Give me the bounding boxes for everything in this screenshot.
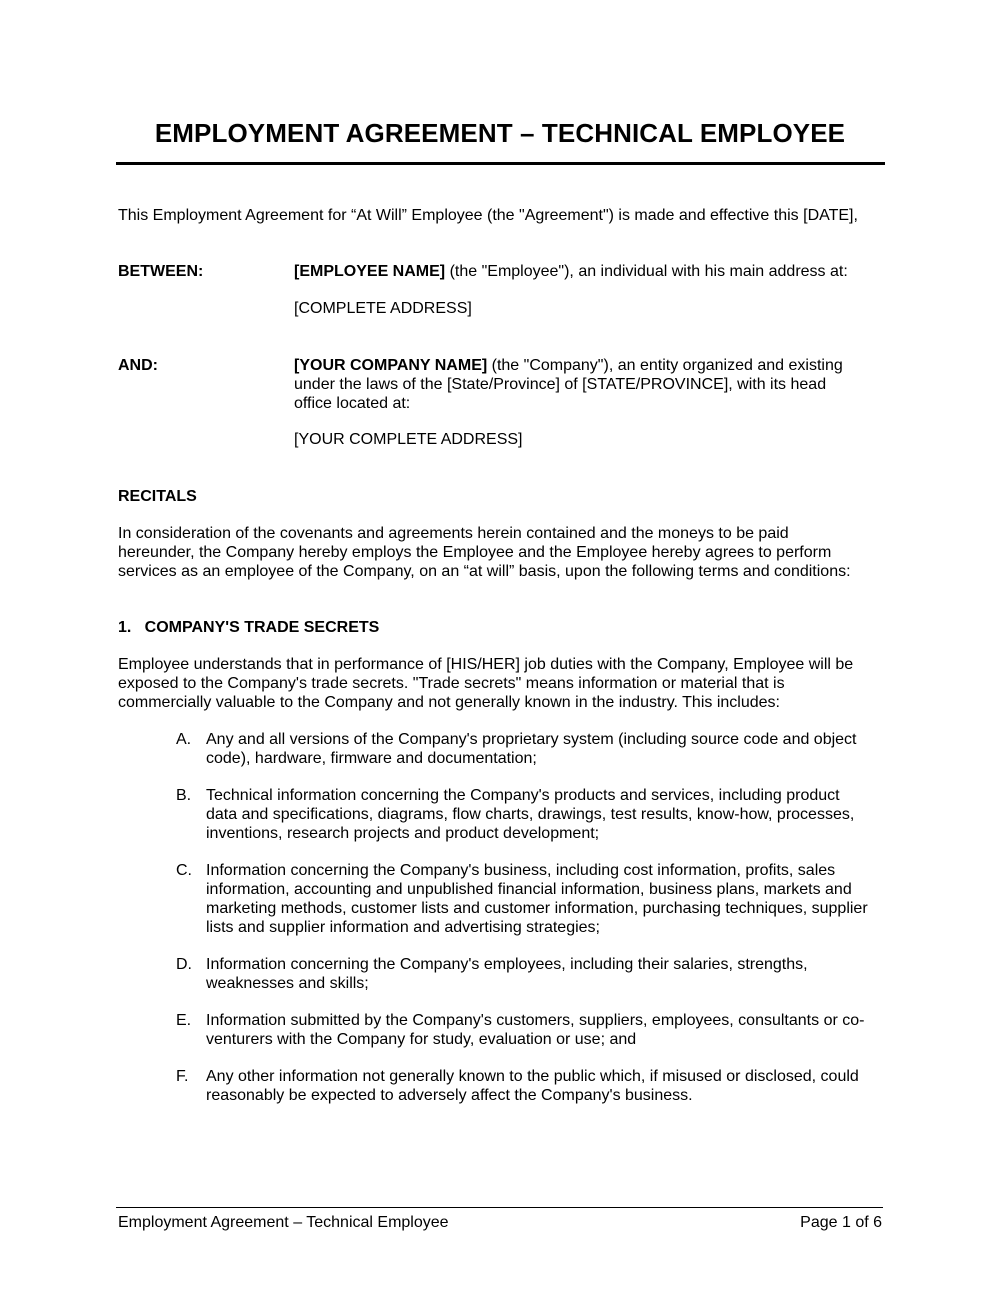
list-line: Any other information not generally known to the public which, if misused or disclosed, could: [206, 1068, 859, 1085]
list-line: weaknesses and skills;: [206, 975, 369, 992]
and-label: AND:: [118, 357, 158, 374]
section-1-line-2: exposed to the Company's trade secrets. "Trade secrets" means information or material that is: [118, 675, 785, 692]
recitals-line-3: services as an employee of the Company, on an “at will” basis, upon the following terms and conditions:: [118, 563, 851, 580]
company-name-placeholder: [YOUR COMPANY NAME]: [294, 357, 488, 374]
list-letter: F.: [176, 1068, 189, 1085]
company-address: [YOUR COMPLETE ADDRESS]: [294, 431, 523, 448]
footer-document-name: Employment Agreement – Technical Employee: [118, 1214, 449, 1231]
section-1-heading: 1. COMPANY'S TRADE SECRETS: [118, 619, 380, 636]
company-party-line-1: [294, 356, 884, 375]
company-party-line-2: under the laws of the [State/Province] of [STATE/PROVINCE], with its head: [294, 376, 827, 393]
list-item-text: [206, 1067, 886, 1105]
recitals-line-1: In consideration of the covenants and agreements herein contained and the moneys to be paid: [118, 525, 789, 542]
list-item-text: [206, 730, 886, 768]
section-1-line-3: commercially valuable to the Company and not generally known in the industry. This includes:: [118, 694, 780, 711]
between-party-description: [294, 262, 884, 281]
employee-address: [COMPLETE ADDRESS]: [294, 300, 472, 317]
section-1-line-1: Employee understands that in performance of [HIS/HER] job duties with the Company, Employee will be: [118, 656, 854, 673]
list-line: information, accounting and unpublished financial information, business plans, markets and: [206, 881, 852, 898]
list-letter: C.: [176, 862, 192, 879]
list-letter: B.: [176, 787, 192, 804]
footer-divider: [116, 1207, 883, 1208]
footer-page-number: Page 1 of 6: [800, 1214, 882, 1231]
list-line: Information concerning the Company's business, including cost information, profits, sales: [206, 862, 836, 879]
between-label: BETWEEN:: [118, 263, 204, 280]
list-line: inventions, research projects and product development;: [206, 825, 600, 842]
list-letter: E.: [176, 1012, 192, 1029]
list-item-text: [206, 786, 886, 843]
list-line: Technical information concerning the Company's products and services, including product: [206, 787, 840, 804]
recitals-heading: RECITALS: [118, 488, 197, 505]
list-line: marketing methods, customer lists and customer information, purchasing techniques, supplier: [206, 900, 868, 917]
list-letter: D.: [176, 956, 192, 973]
intro-paragraph: This Employment Agreement for “At Will” Employee (the "Agreement") is made and effective this [DATE],: [118, 207, 858, 224]
title-divider: [116, 162, 885, 165]
list-item-text: [206, 861, 886, 937]
list-item-text: [206, 1011, 886, 1049]
list-letter: A.: [176, 731, 192, 748]
list-line: reasonably be expected to adversely affect the Company's business.: [206, 1087, 693, 1104]
employee-name-placeholder: [EMPLOYEE NAME]: [294, 263, 446, 280]
company-description-part-1: (the "Company"), an entity organized and existing: [487, 357, 843, 374]
list-line: code), hardware, firmware and documentation;: [206, 750, 537, 767]
list-line: Information submitted by the Company's customers, suppliers, employees, consultants or co-: [206, 1012, 865, 1029]
list-line: Any and all versions of the Company's proprietary system (including source code and object: [206, 731, 857, 748]
list-item-text: [206, 955, 886, 993]
document-title: EMPLOYMENT AGREEMENT – TECHNICAL EMPLOYEE: [154, 118, 846, 148]
list-line: venturers with the Company for study, evaluation or use; and: [206, 1031, 637, 1048]
company-party-line-3: office located at:: [294, 395, 411, 412]
employee-description: (the "Employee"), an individual with his main address at:: [445, 263, 848, 280]
list-line: lists and supplier information and advertising strategies;: [206, 919, 600, 936]
list-line: data and specifications, diagrams, flow charts, drawings, test results, know-how, processes,: [206, 806, 855, 823]
list-line: Information concerning the Company's employees, including their salaries, strengths,: [206, 956, 808, 973]
recitals-line-2: hereunder, the Company hereby employs the Employee and the Employee hereby agrees to perform: [118, 544, 832, 561]
